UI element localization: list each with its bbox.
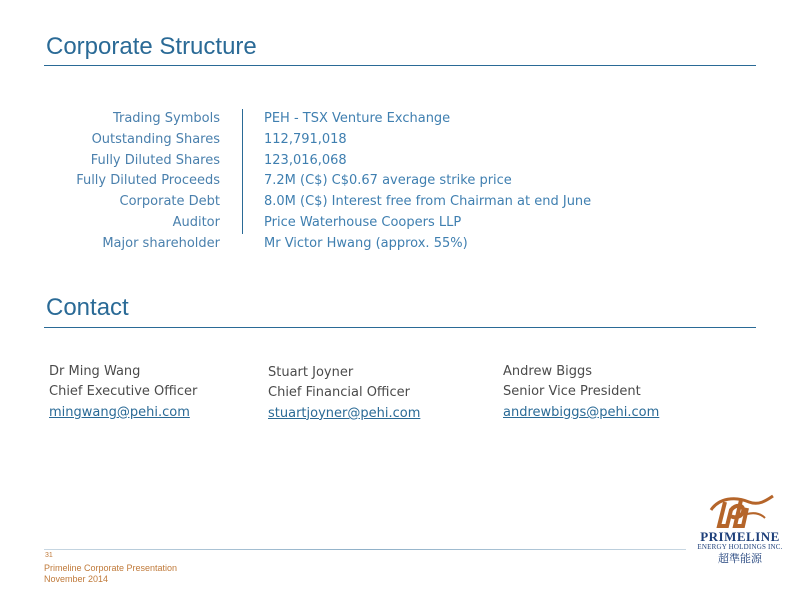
fact-row	[50, 109, 670, 130]
fact-value: Mr Victor Hwang (approx. 55%)	[264, 235, 468, 251]
fact-separator	[242, 151, 243, 172]
footer-divider	[44, 549, 686, 550]
section-title-corporate-structure: Corporate Structure	[46, 33, 257, 60]
fact-label: Outstanding Shares	[91, 131, 220, 147]
fact-value: 8.0M (C$) Interest free from Chairman at end June	[264, 194, 592, 210]
fact-label: Auditor	[172, 214, 220, 230]
fact-value: 123,016,068	[264, 152, 347, 168]
primeline-emblem-icon	[692, 492, 788, 530]
contact-card	[49, 362, 197, 423]
fact-value: 112,791,018	[264, 131, 347, 147]
fact-row	[50, 151, 670, 172]
fact-separator	[242, 213, 243, 234]
contact-email-link[interactable]: mingwang@pehi.com	[49, 404, 190, 420]
fact-label: Major shareholder	[102, 235, 220, 251]
footer-date: November 2014	[44, 573, 109, 584]
logo-subtitle: ENERGY HOLDINGS INC.	[697, 543, 783, 551]
fact-separator	[242, 234, 243, 255]
contact-role: Chief Executive Officer	[49, 384, 198, 400]
section-title-contact: Contact	[46, 294, 129, 321]
corporate-facts-table	[50, 109, 670, 255]
fact-label: Corporate Debt	[119, 194, 220, 210]
footer-presentation-title: Primeline Corporate Presentation	[44, 563, 178, 573]
page-number: 31	[45, 552, 53, 559]
fact-separator	[242, 130, 243, 151]
fact-value: PEH - TSX Venture Exchange	[264, 111, 451, 126]
company-logo	[692, 492, 788, 576]
logo-chinese-name: 超準能源	[718, 552, 762, 565]
contact-name: Andrew Biggs	[503, 364, 593, 379]
contact-card	[503, 362, 659, 423]
contact-email-link[interactable]: andrewbiggs@pehi.com	[503, 404, 660, 420]
fact-value: Price Waterhouse Coopers LLP	[264, 214, 462, 230]
contact-email-link[interactable]: stuartjoyner@pehi.com	[268, 405, 421, 421]
footer-caption	[44, 563, 177, 584]
fact-separator	[242, 192, 243, 213]
fact-label: Trading Symbols	[112, 111, 220, 126]
contact-name: Stuart Joyner	[268, 365, 354, 380]
fact-row	[50, 192, 670, 213]
fact-label: Fully Diluted Proceeds	[76, 173, 220, 189]
fact-row	[50, 213, 670, 234]
fact-row	[50, 234, 670, 255]
contact-name: Dr Ming Wang	[49, 364, 141, 379]
fact-separator	[242, 171, 243, 192]
fact-row	[50, 171, 670, 192]
fact-value: 7.2M (C$) C$0.67 average strike price	[264, 173, 512, 189]
contact-role: Senior Vice President	[503, 384, 641, 400]
contact-card	[268, 363, 420, 424]
contact-divider	[44, 327, 756, 328]
contact-role: Chief Financial Officer	[268, 385, 410, 401]
fact-label: Fully Diluted Shares	[90, 152, 220, 168]
title-divider	[44, 65, 756, 66]
fact-separator	[242, 109, 243, 130]
logo-name: PRIMELINE	[700, 529, 780, 544]
fact-row	[50, 130, 670, 151]
